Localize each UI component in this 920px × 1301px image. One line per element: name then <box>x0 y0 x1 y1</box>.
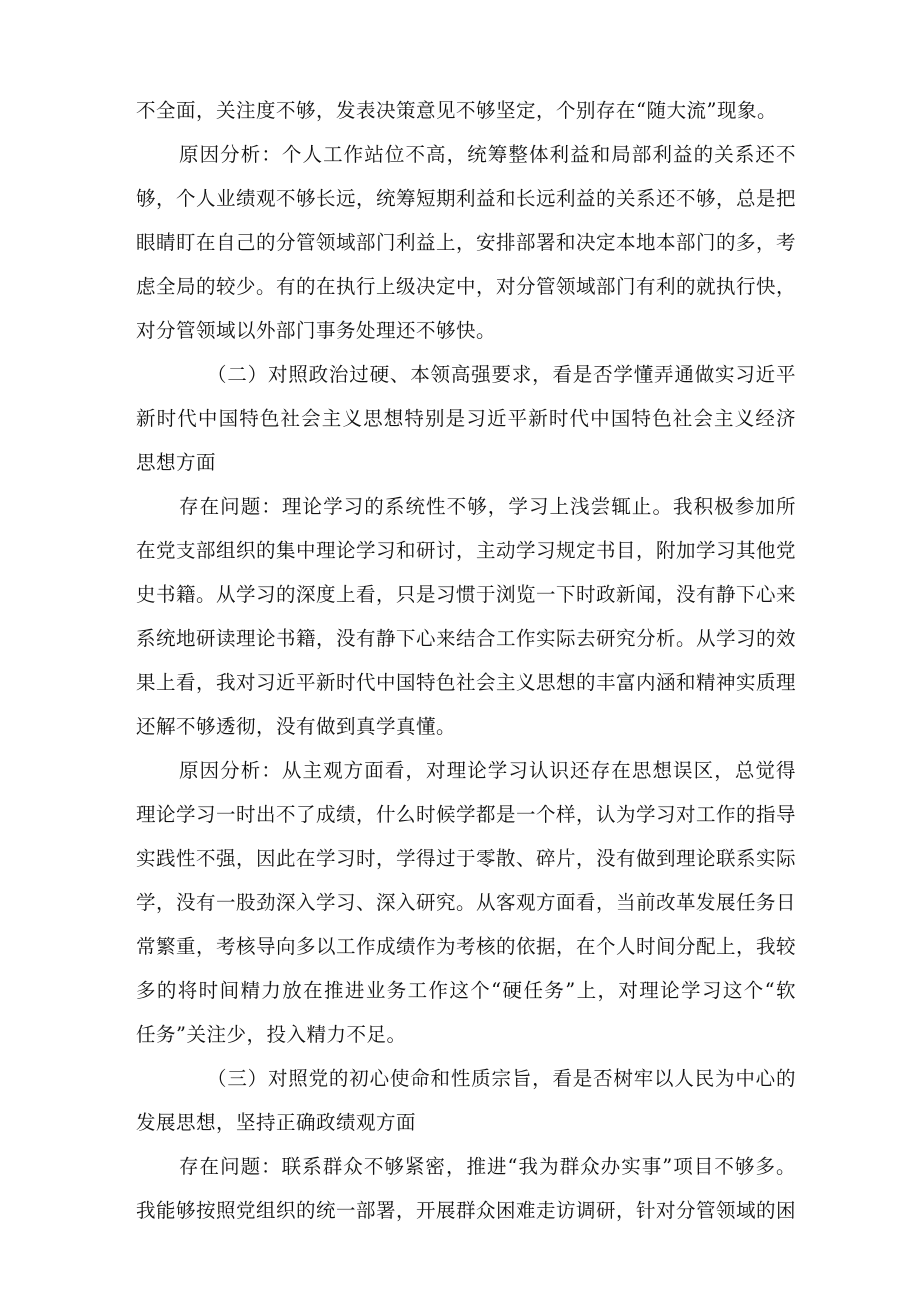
paragraph-line: 常繁重，考核导向多以工作成绩作为考核的依据，在个人时间分配上，我较 <box>136 935 797 958</box>
paragraph-line: 存在问题：理论学习的系统性不够，学习上浅尝辄止。我积极参加所 <box>179 495 796 518</box>
paragraph-line: 理论学习一时出不了成绩，什么时候学都是一个样，认为学习对工作的指导 <box>136 803 797 826</box>
paragraph-line: 够，个人业绩观不够长远，统筹短期利益和长远利益的关系还不够，总是把 <box>136 187 797 210</box>
section-heading-line: （二）对照政治过硬、本领高强要求，看是否学懂弄通做实习近平 <box>207 363 796 386</box>
paragraph-line: 原因分析：从主观方面看，对理论学习认识还存在思想误区，总觉得 <box>179 759 796 782</box>
paragraph-line: 学，没有一股劲深入学习、深入研究。从客观方面看，当前改革发展任务日 <box>136 891 797 914</box>
section-heading-line: 新时代中国特色社会主义思想特别是习近平新时代中国特色社会主义经济 <box>136 407 796 430</box>
paragraph-line: 多的将时间精力放在推进业务工作这个“硬任务”上，对理论学习这个“软 <box>136 979 796 1002</box>
paragraph-line: 在党支部组织的集中理论学习和研讨，主动学习规定书目，附加学习其他党 <box>136 539 797 562</box>
paragraph-line: 虑全局的较少。有的在执行上级决定中，对分管领域部门有利的就执行快， <box>136 275 797 298</box>
section-heading-line: （三）对照党的初心使命和性质宗旨，看是否树牢以人民为中心的 <box>207 1067 796 1090</box>
paragraph-line: 不全面，关注度不够，发表决策意见不够坚定，个别存在“随大流”现象。 <box>136 99 777 122</box>
paragraph-line: 果上看，我对习近平新时代中国特色社会主义思想的丰富内涵和精神实质理 <box>136 671 797 694</box>
paragraph-line: 史书籍。从学习的深度上看，只是习惯于浏览一下时政新闻，没有静下心来 <box>136 583 797 606</box>
section-heading-line: 发展思想，坚持正确政绩观方面 <box>136 1111 417 1134</box>
paragraph-line: 存在问题：联系群众不够紧密，推进“我为群众办实事”项目不够多。 <box>179 1155 796 1178</box>
paragraph-line: 原因分析：个人工作站位不高，统筹整体利益和局部利益的关系还不 <box>179 143 796 166</box>
paragraph-line: 眼睛盯在自己的分管领域部门利益上，安排部署和决定本地本部门的多，考 <box>136 231 797 254</box>
paragraph-line: 对分管领域以外部门事务处理还不够快。 <box>136 319 497 342</box>
paragraph-line: 系统地研读理论书籍，没有静下心来结合工作实际去研究分析。从学习的效 <box>136 627 797 650</box>
paragraph-line: 还解不够透彻，没有做到真学真懂。 <box>136 715 457 738</box>
paragraph-line: 实践性不强，因此在学习时，学得过于零散、碎片，没有做到理论联系实际 <box>136 847 797 870</box>
paragraph-line: 任务”关注少，投入精力不足。 <box>136 1023 407 1046</box>
section-heading-line: 思想方面 <box>136 451 217 474</box>
paragraph-line: 我能够按照党组织的统一部署，开展群众困难走访调研，针对分管领域的困 <box>136 1199 797 1222</box>
